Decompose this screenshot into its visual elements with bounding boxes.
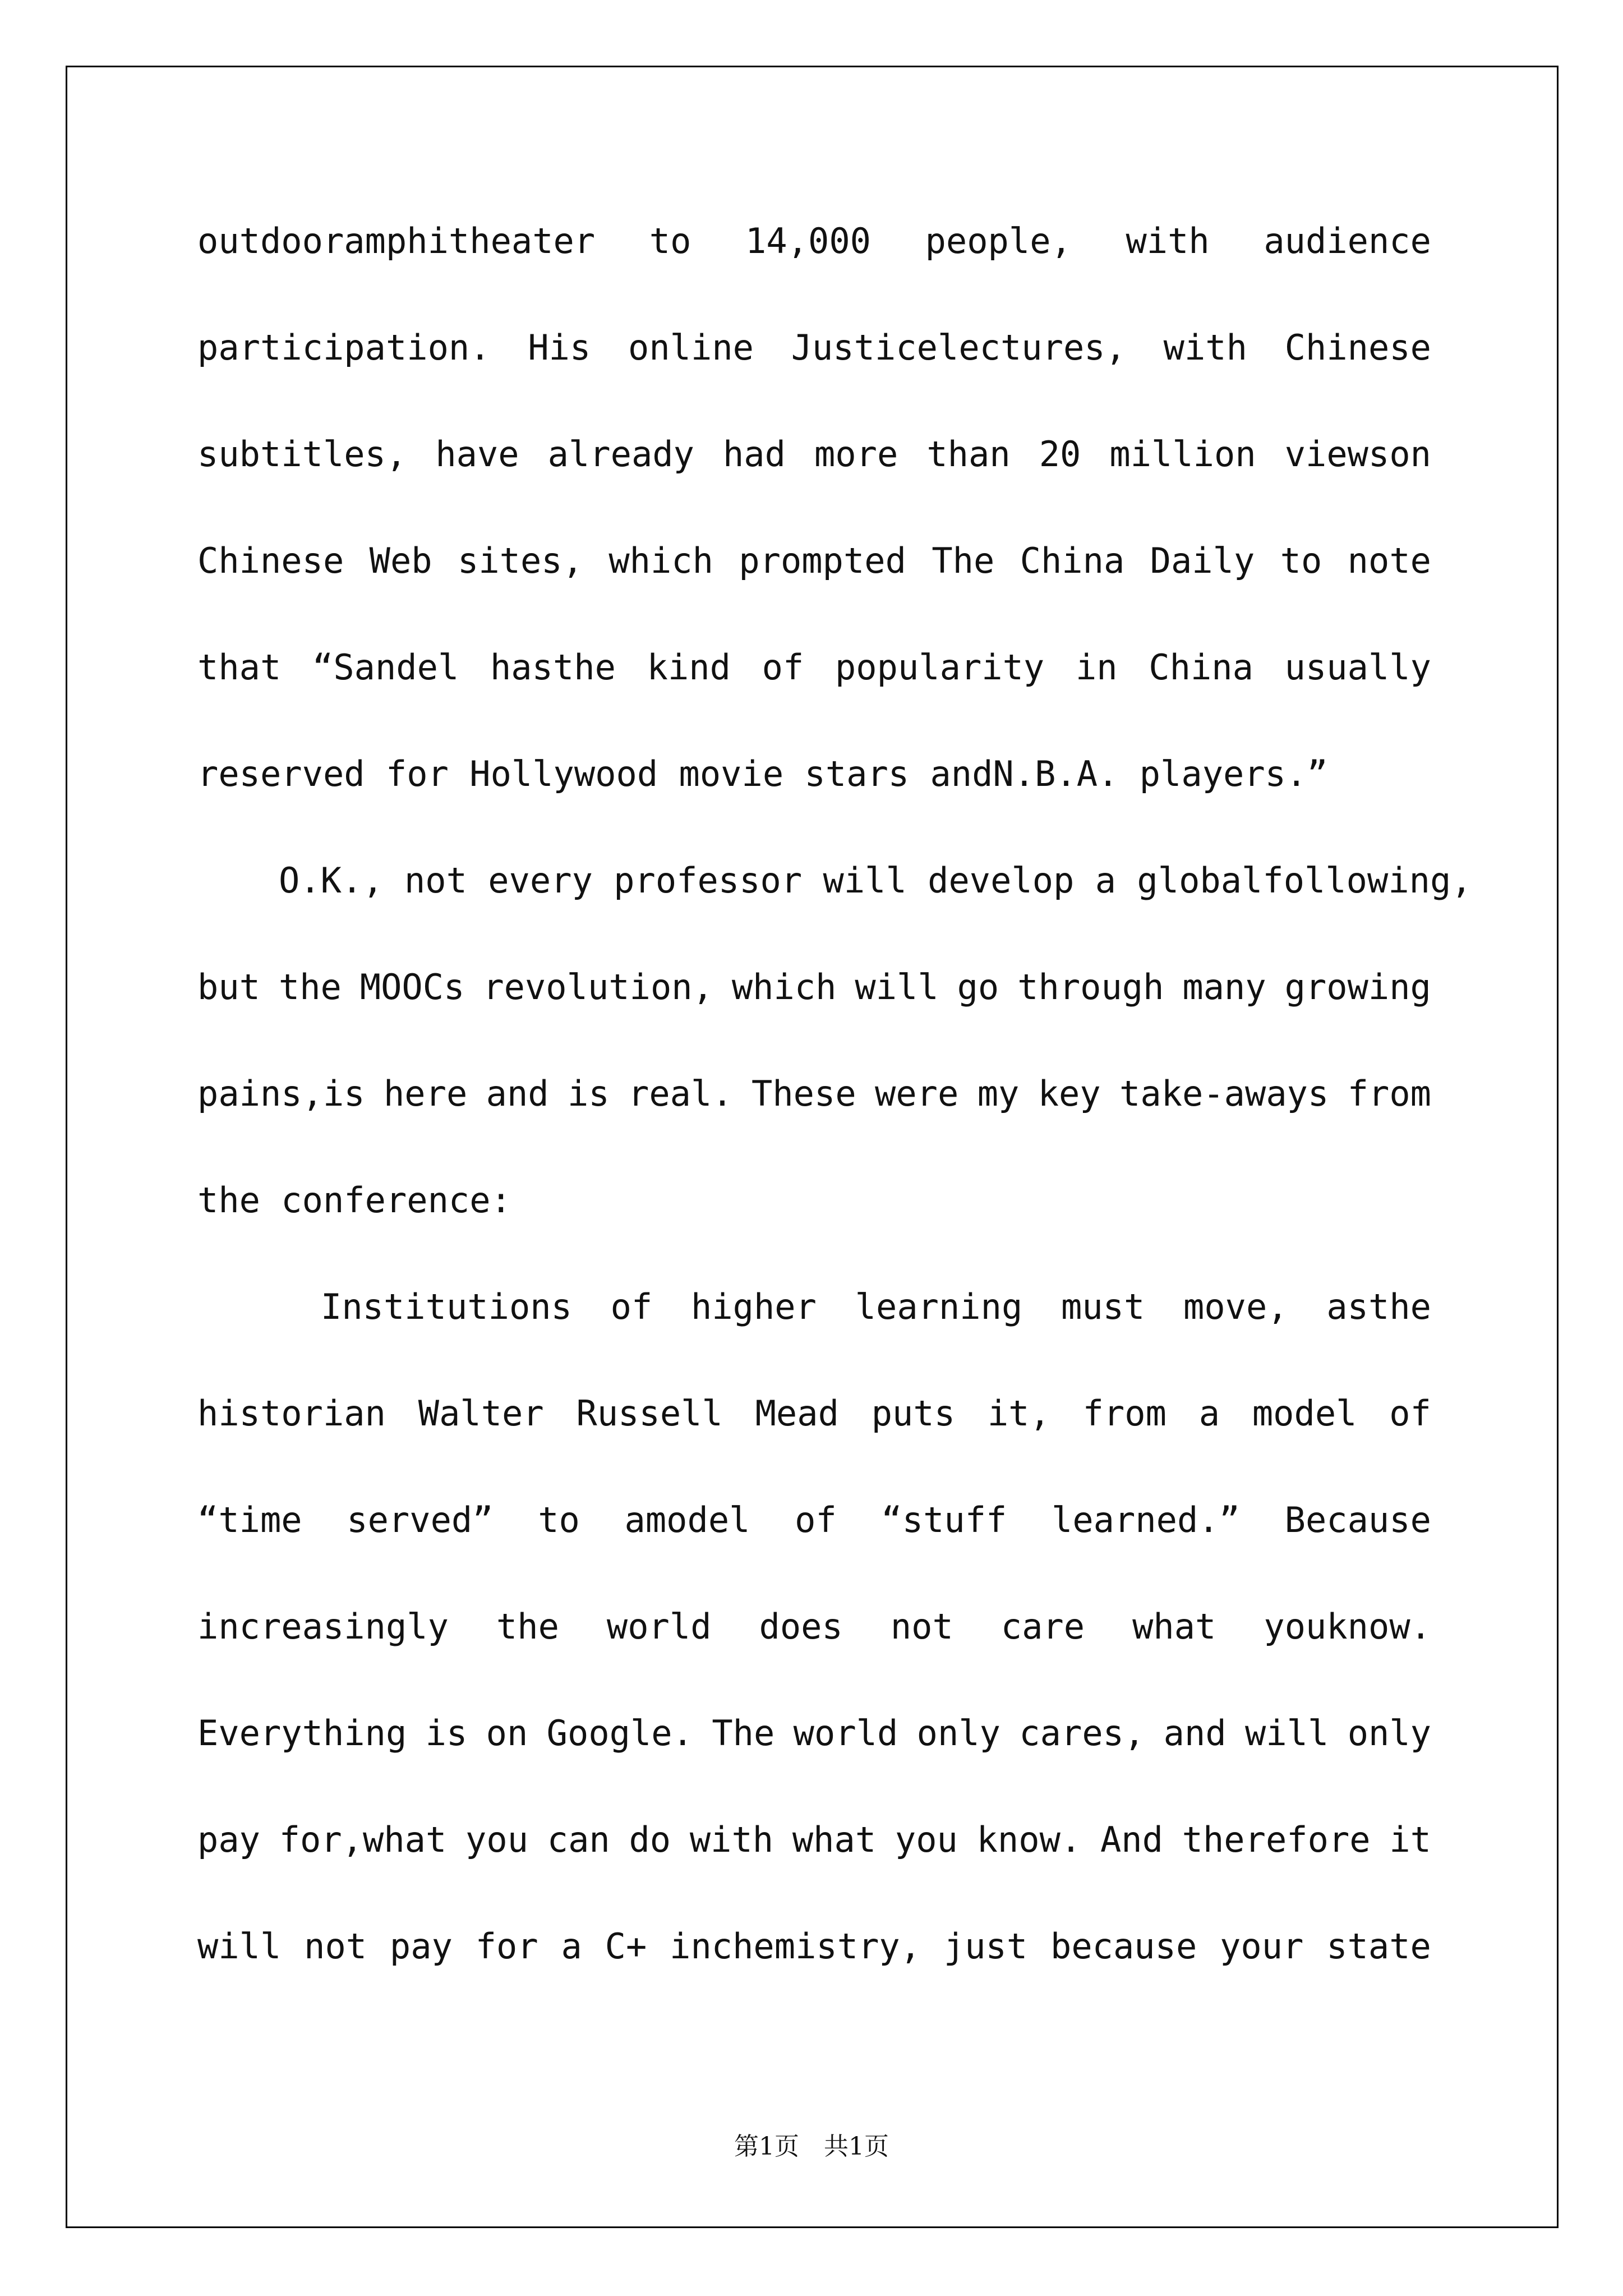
text-line: [197, 639, 1431, 746]
word: in: [1075, 647, 1118, 688]
word: your: [1220, 1926, 1304, 1967]
word: can: [547, 1819, 610, 1860]
word: a: [561, 1926, 582, 1967]
word: puts: [871, 1393, 956, 1434]
word: popularity: [834, 647, 1045, 688]
page-footer: 第1页 共1页: [734, 2132, 889, 2161]
word: with: [1163, 327, 1247, 368]
word: is: [425, 1713, 468, 1754]
word: The: [712, 1713, 775, 1754]
word: and: [1163, 1713, 1227, 1754]
word: because: [1050, 1926, 1197, 1967]
word: served”: [347, 1499, 494, 1540]
word: must: [1061, 1286, 1145, 1327]
text-line: [197, 1386, 1431, 1492]
word: Mead: [755, 1393, 839, 1434]
word: China: [1020, 540, 1125, 581]
word: is: [568, 1073, 610, 1114]
word: online: [628, 327, 754, 368]
word: Because: [1284, 1499, 1431, 1540]
word: for: [475, 1926, 538, 1967]
text-line: [197, 1492, 1431, 1599]
word: note: [1347, 540, 1431, 581]
word: 20: [1039, 434, 1081, 475]
word: but: [197, 967, 260, 1007]
word: from: [1082, 1393, 1166, 1434]
word: just: [943, 1926, 1028, 1967]
text-line: [197, 1599, 1431, 1705]
word: growing: [1284, 967, 1431, 1007]
word: people,: [925, 220, 1072, 261]
word: move,: [1183, 1286, 1288, 1327]
word: Google.: [546, 1713, 693, 1754]
word: it,: [987, 1393, 1050, 1434]
word: it: [1389, 1819, 1431, 1860]
word: pay: [197, 1819, 260, 1860]
word: here: [383, 1073, 468, 1114]
word: prompted: [739, 540, 906, 581]
word: what: [792, 1819, 877, 1860]
word: million: [1109, 434, 1256, 475]
word: usually: [1284, 647, 1431, 688]
text-line: O.K., not every professor will develop a globalfollowing,: [279, 860, 1472, 901]
word: the: [496, 1606, 559, 1647]
word: cares,: [1019, 1713, 1145, 1754]
word: The: [932, 540, 995, 581]
word: youknow.: [1264, 1606, 1431, 1647]
text-line: [197, 1705, 1431, 1812]
word: which: [608, 540, 713, 581]
word: C+: [605, 1926, 647, 1967]
word: only: [916, 1713, 1000, 1754]
word: increasingly: [197, 1606, 449, 1647]
word: of: [610, 1286, 653, 1327]
word: will: [1245, 1713, 1329, 1754]
word: And: [1100, 1819, 1163, 1860]
word: not: [890, 1606, 953, 1647]
text-line: [197, 1066, 1431, 1172]
text-line: [197, 1812, 1431, 1918]
word: kind: [647, 647, 731, 688]
word: outdooramphitheater: [197, 220, 596, 261]
word: had: [722, 434, 786, 475]
word: sites,: [458, 540, 583, 581]
word: on: [486, 1713, 528, 1754]
word: with: [689, 1819, 774, 1860]
word: audience: [1264, 220, 1431, 261]
word: only: [1347, 1713, 1431, 1754]
word: MOOCs: [359, 967, 465, 1007]
word: you: [895, 1819, 958, 1860]
word: know.: [976, 1819, 1082, 1860]
word: with: [1126, 220, 1210, 261]
word: through: [1017, 967, 1164, 1007]
word: Russell: [576, 1393, 723, 1434]
word: Justicelectures,: [791, 327, 1126, 368]
word: more: [814, 434, 898, 475]
word: “time: [197, 1499, 302, 1540]
text-line: [197, 959, 1431, 1066]
word: real.: [628, 1073, 733, 1114]
word: key: [1038, 1073, 1101, 1114]
word: of: [762, 647, 804, 688]
word: what: [1132, 1606, 1216, 1647]
word: Walter: [418, 1393, 544, 1434]
word: pains,is: [197, 1073, 365, 1114]
word: participation.: [197, 327, 491, 368]
word: “Sandel: [312, 647, 459, 688]
word: China: [1149, 647, 1253, 688]
word: Daily: [1150, 540, 1255, 581]
word: learned.”: [1052, 1499, 1240, 1540]
word: higher: [691, 1286, 817, 1327]
word: were: [875, 1073, 959, 1114]
word: go: [957, 967, 999, 1007]
word: does: [759, 1606, 843, 1647]
text-line: the conference:: [197, 1180, 511, 1221]
word: amodel: [624, 1499, 750, 1540]
word: These: [751, 1073, 856, 1114]
word: the: [278, 967, 342, 1007]
word: of: [795, 1499, 837, 1540]
word: model: [1252, 1393, 1357, 1434]
word: not: [304, 1926, 367, 1967]
word: will: [197, 1926, 282, 1967]
word: have: [435, 434, 519, 475]
word: a: [1198, 1393, 1220, 1434]
word: will: [855, 967, 939, 1007]
text-line: [197, 533, 1431, 639]
word: pay: [389, 1926, 453, 1967]
word: from: [1347, 1073, 1431, 1114]
word: 14,000: [745, 220, 871, 261]
word: take-aways: [1119, 1073, 1329, 1114]
word: which: [731, 967, 837, 1007]
word: Chinese: [1284, 327, 1431, 368]
word: already: [547, 434, 694, 475]
word: inchemistry,: [670, 1926, 921, 1967]
word: state: [1326, 1926, 1431, 1967]
word: do: [629, 1819, 671, 1860]
text-line: [197, 320, 1431, 426]
text-line: [197, 213, 1431, 320]
word: than: [926, 434, 1011, 475]
text-line: [197, 1918, 1431, 2025]
text-line: [197, 1279, 1431, 1386]
word: revolution,: [483, 967, 713, 1007]
word: world: [793, 1713, 898, 1754]
word: world: [606, 1606, 712, 1647]
document-body: [197, 213, 1472, 2025]
word: and: [486, 1073, 549, 1114]
word: His: [528, 327, 591, 368]
word: Institutions: [321, 1286, 572, 1327]
word: hasthe: [490, 647, 616, 688]
word: Web: [369, 540, 432, 581]
word: care: [1000, 1606, 1085, 1647]
word: you: [465, 1819, 529, 1860]
word: of: [1389, 1393, 1431, 1434]
word: historian: [197, 1393, 386, 1434]
word: asthe: [1326, 1286, 1431, 1327]
word: subtitles,: [197, 434, 407, 475]
word: to: [649, 220, 691, 261]
word: to: [1280, 540, 1322, 581]
word: for,what: [279, 1819, 447, 1860]
word: Chinese: [197, 540, 344, 581]
word: that: [197, 647, 282, 688]
word: to: [538, 1499, 580, 1540]
word: Everything: [197, 1713, 407, 1754]
word: many: [1182, 967, 1266, 1007]
text-line: reserved for Hollywood movie stars andN.B.A. players.”: [197, 753, 1328, 794]
text-line: [197, 426, 1431, 533]
word: my: [977, 1073, 1020, 1114]
word: therefore: [1182, 1819, 1371, 1860]
word: “stuff: [881, 1499, 1007, 1540]
word: viewson: [1284, 434, 1431, 475]
word: learning: [855, 1286, 1023, 1327]
